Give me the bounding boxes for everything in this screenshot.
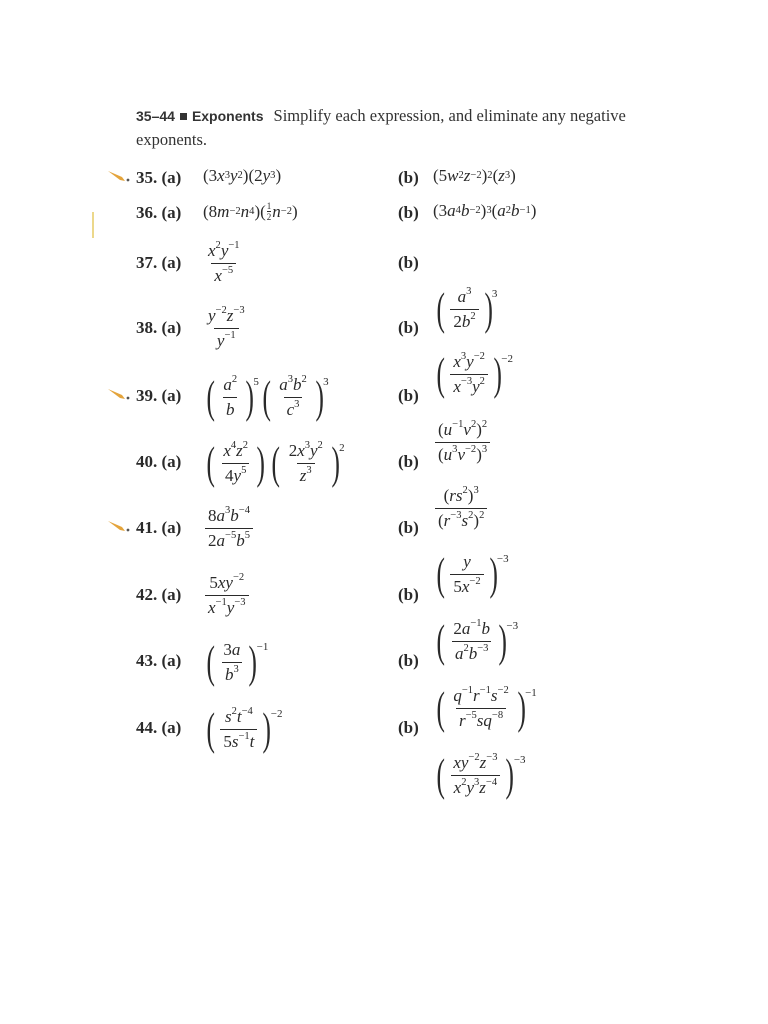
part-b-label: (b) xyxy=(398,585,419,604)
expression-39a: ( $\frac{a^2}{b}$ ) 5 ( $\frac{a^3b^2}{c^3}$ ) 3 xyxy=(206,371,329,422)
exercise-number: 39. (a) xyxy=(136,386,182,405)
pencil-mark-icon xyxy=(106,168,132,182)
expression-37a: $\frac{x^2y^{-1}}{x^{-5}}$ xyxy=(208,240,240,285)
pencil-mark-icon xyxy=(106,518,132,532)
part-b-label: (b) xyxy=(398,718,419,737)
exercise-number: 44. (a) xyxy=(136,718,182,737)
expression-43a: ( $\frac{3a}{b^3}$ ) −1 xyxy=(206,636,269,687)
part-b-label: (b) xyxy=(398,452,419,471)
exercise-number: 41. (a) xyxy=(136,518,182,537)
expression-40b: $\frac{(rs^2)^3}{(r^{-3}s^2)^2}$ xyxy=(433,486,768,531)
part-b-label: (b) xyxy=(398,386,419,405)
topic-title: Exponents xyxy=(191,108,264,124)
expression-44a: ( $\frac{s^2t^{-4}}{5s^{-1}t}$ ) −2 xyxy=(206,703,283,754)
exercise-number: 42. (a) xyxy=(136,585,182,604)
exercise-number: 37. (a) xyxy=(136,253,182,272)
part-b-label: (b) xyxy=(398,651,419,670)
expression-38a: $\frac{y^{-2}z^{-3}}{y^{-1}}$ xyxy=(208,305,245,350)
exercise-number: 40. (a) xyxy=(136,452,182,471)
expression-38b: ( $\frac{x^3y^{-2}}{x^{-3}y^2}$ ) −2 xyxy=(436,348,513,399)
instructions: Simplify each expression, and eliminate any negative exponents. xyxy=(136,106,626,149)
expression-44b: ( $\frac{xy^{-2}z^{-3}}{x^2y^3z^{-4}}$ ) −3 xyxy=(436,749,526,800)
expression-42b: ( $\frac{2a^{-1}b}{a^2b^{-3}}$ ) −3 xyxy=(436,615,519,666)
expression-35a: (3 x 3 y 2 )(2 y 3 ) xyxy=(203,166,282,185)
part-b-label: (b) xyxy=(398,203,419,222)
expression-41b: ( $\frac{y}{5x^{-2}}$ ) −3 xyxy=(436,548,509,599)
exercise-number: 36. (a) xyxy=(136,203,182,222)
pencil-mark-icon xyxy=(106,386,132,400)
expression-42a: $\frac{5xy^{-2}}{x^{-1}y^{-3}}$ xyxy=(203,573,768,618)
exercise-number: 35. (a) xyxy=(136,168,182,187)
expression-39b: $\frac{(u^{-1}v^2)^2}{(u^3v^{-2})^3}$ xyxy=(433,420,768,465)
expression-40a: ( $\frac{x^4z^2}{4y^5}$ ) ( $\frac{2x^3y^2}{z^3}$ ) 2 xyxy=(206,437,345,488)
square-bullet-icon xyxy=(180,113,187,120)
part-b-label: (b) xyxy=(398,168,419,187)
expression-37b: ( $\frac{a^3}{2b^2}$ ) 3 xyxy=(436,283,498,334)
exercise-range: 35–44 xyxy=(136,108,175,124)
part-b-label: (b) xyxy=(398,318,419,337)
expression-43b: ( $\frac{q^{-1}r^{-1}s^{-2}}{r^{-5}sq^{-8}}$ ) −1 xyxy=(436,682,537,733)
exercise-number: 43. (a) xyxy=(136,651,182,670)
exercise-35 xyxy=(0,166,768,188)
exercise-36 xyxy=(0,201,768,223)
part-b-label: (b) xyxy=(398,518,419,537)
exercise-number: 38. (a) xyxy=(136,318,182,337)
part-b-label: (b) xyxy=(398,253,419,272)
section-heading xyxy=(136,104,656,152)
expression-36b: (3 a 4 b −2 ) 3 ( a 2 b −1 ) xyxy=(433,201,537,220)
expression-41a: $\frac{8a^3b^{-4}}{2a^{-5}b^5}$ xyxy=(203,506,768,551)
expression-35b: (5 w 2 z −2 ) 2 ( z 3 ) xyxy=(433,166,516,185)
expression-36a: (8 m −2 n 4 )( 1 2 n −2 ) xyxy=(203,201,298,222)
